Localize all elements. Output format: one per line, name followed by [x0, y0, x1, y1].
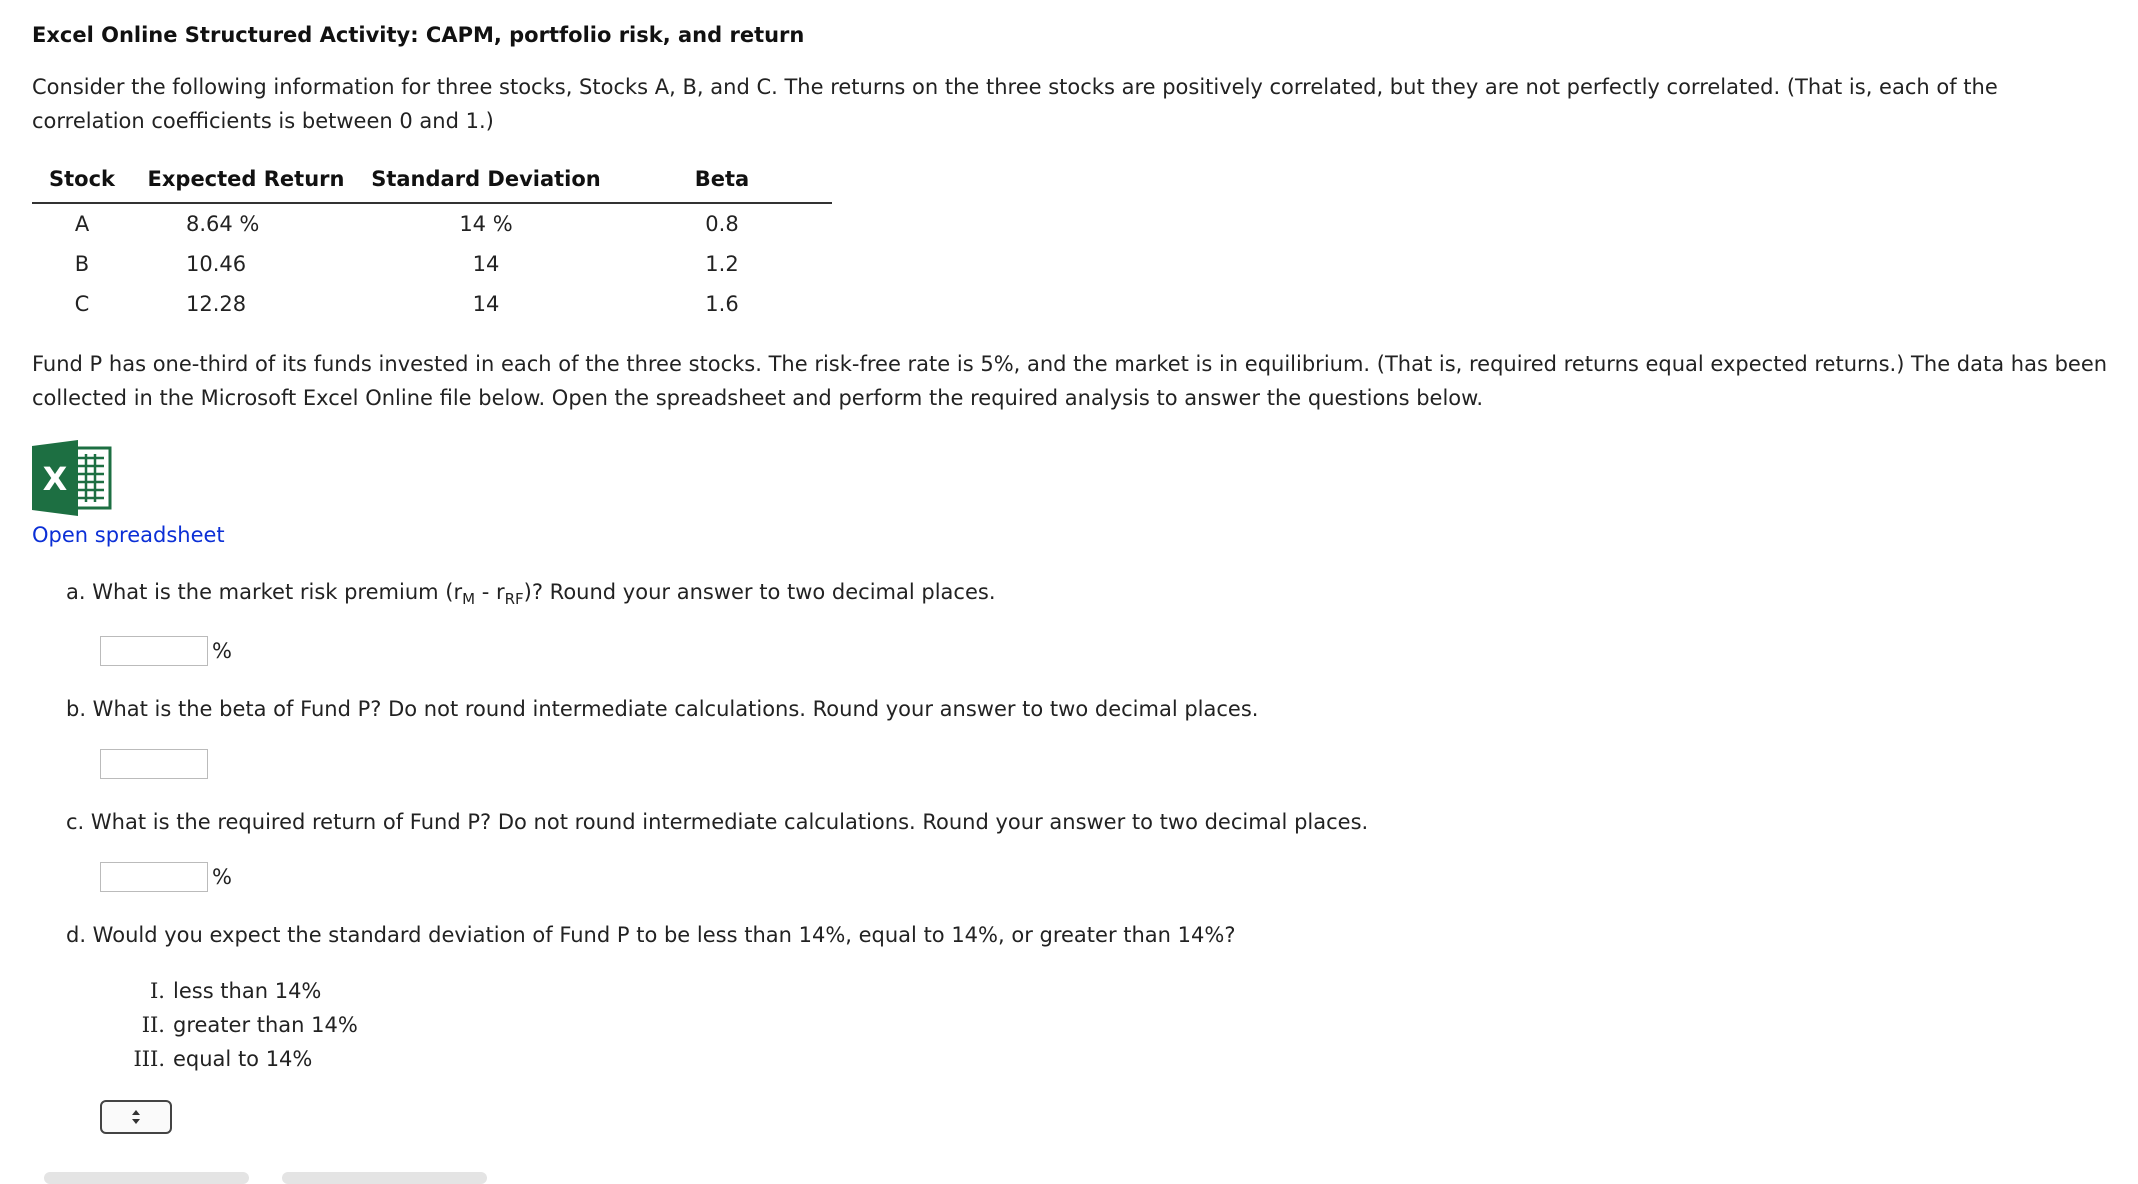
- open-spreadsheet-link[interactable]: Open spreadsheet: [32, 523, 225, 547]
- excel-icon-letter: X: [42, 460, 68, 498]
- cell-stock: A: [74, 212, 90, 236]
- question-d: d. Would you expect the standard deviation of Fund P to be less than 14%, equal to 14%, or greater than 14%?: [66, 923, 1236, 947]
- cell-expected-return: 12.28: [186, 292, 247, 316]
- question-c: c. What is the required return of Fund P? Do not round intermediate calculations. Round your answer to two decimal places.: [66, 810, 1369, 834]
- stock-table: [32, 162, 832, 324]
- excel-icon[interactable]: [32, 440, 116, 526]
- question-a-suffix: )? Round your answer to two decimal places.: [523, 580, 996, 604]
- cell-beta: 1.6: [705, 292, 739, 316]
- option-number: I.: [150, 979, 165, 1003]
- intro-paragraph: Consider the following information for three stocks, Stocks A, B, and C. The returns on the three stocks are positively correlated, but they are not perfectly correlated. (That is, each of the correlation coefficients is between 0 and 1.): [32, 75, 1998, 133]
- question-a: [66, 575, 996, 616]
- cell-expected-return: 8.64 %: [186, 212, 260, 236]
- option-label: less than 14%: [173, 979, 322, 1003]
- answer-c-unit: %: [212, 865, 232, 889]
- answer-a-input[interactable]: [100, 636, 208, 666]
- header-beta: Beta: [612, 162, 832, 203]
- option-label: equal to 14%: [173, 1047, 313, 1071]
- answer-b-input[interactable]: [100, 749, 208, 779]
- header-standard-deviation: Standard Deviation: [360, 162, 612, 203]
- answer-a-unit: %: [212, 639, 232, 663]
- question-a-prefix: a. What is the market risk premium (r: [66, 580, 463, 604]
- subscript-m: M: [462, 590, 476, 609]
- answer-c-input[interactable]: [100, 862, 208, 892]
- table-row: [32, 284, 832, 324]
- list-item: [120, 974, 358, 1008]
- option-number: III.: [133, 1047, 165, 1071]
- page-title: Excel Online Structured Activity: CAPM, portfolio risk, and return: [32, 23, 805, 47]
- subscript-rf: RF: [504, 590, 524, 609]
- table-row: [32, 203, 832, 244]
- cell-standard-deviation: 14: [472, 292, 500, 316]
- question-a-dash: - r: [475, 580, 505, 604]
- answer-d-select[interactable]: [100, 1100, 172, 1134]
- bottom-button-2[interactable]: [282, 1172, 487, 1184]
- cell-beta: 1.2: [705, 252, 739, 276]
- table-header-row: [32, 162, 832, 203]
- select-arrows-icon: [130, 1108, 142, 1126]
- list-item: [120, 1042, 358, 1076]
- header-expected-return: Expected Return: [132, 162, 360, 203]
- option-number: II.: [141, 1013, 165, 1037]
- list-item: [120, 1008, 358, 1042]
- cell-beta: 0.8: [705, 212, 739, 236]
- cell-standard-deviation: 14 %: [459, 212, 513, 236]
- cell-stock: C: [74, 292, 90, 316]
- header-stock: Stock: [32, 162, 132, 203]
- option-label: greater than 14%: [173, 1013, 358, 1037]
- cell-standard-deviation: 14: [472, 252, 500, 276]
- option-list: [120, 974, 358, 1076]
- question-b: b. What is the beta of Fund P? Do not round intermediate calculations. Round your answer to two decimal places.: [66, 697, 1259, 721]
- bottom-button-1[interactable]: [44, 1172, 249, 1184]
- table-row: [32, 244, 832, 284]
- cell-stock: B: [74, 252, 90, 276]
- cell-expected-return: 10.46: [186, 252, 247, 276]
- fund-description-paragraph: Fund P has one-third of its funds invested in each of the three stocks. The risk-free rate is 5%, and the market is in equilibrium. (That is, required returns equal expected returns.) The data has been collected in the Microsoft Excel Online file below. Open the spreadsheet and perform the required analysis to answer the questions below.: [32, 352, 2108, 410]
